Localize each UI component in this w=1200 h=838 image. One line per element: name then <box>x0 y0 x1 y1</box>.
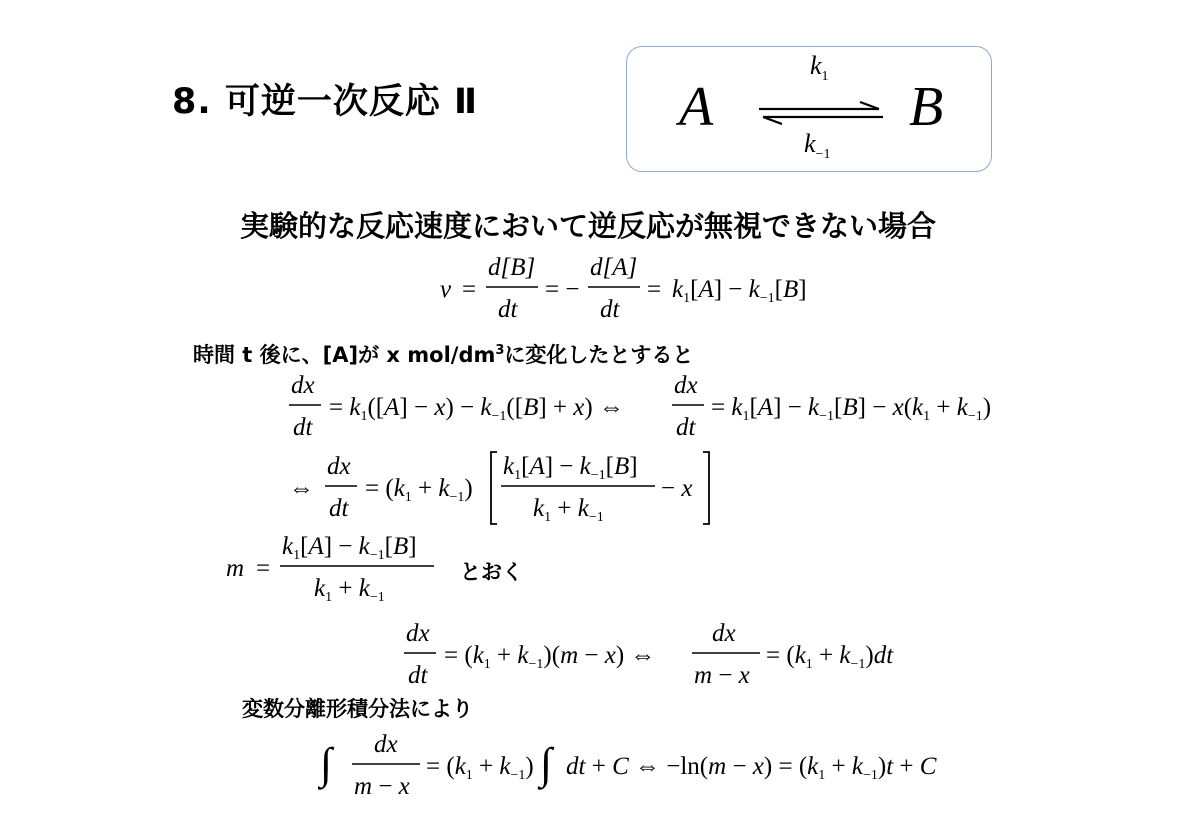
svg-text:m: m <box>226 555 245 582</box>
reactant-a: A <box>679 76 714 138</box>
svg-text:dx: dx <box>374 731 398 758</box>
svg-text:dt: dt <box>293 414 313 441</box>
svg-text:= k1([A] − x) − k−1([B] + x) ⇔: = $k_1([A] - x) - k_{-1}([B] + x)$ ⇔ <box>329 394 624 424</box>
svg-text:m − x: m − x <box>354 773 410 800</box>
svg-text:dt: dt <box>498 296 518 323</box>
svg-text:dt: dt <box>600 296 620 323</box>
svg-text:d[A]: d[A] <box>590 254 638 281</box>
svg-text:dx: dx <box>406 620 430 647</box>
svg-text:m − x: m − x <box>694 662 750 689</box>
svg-text:∫: ∫ <box>540 739 553 788</box>
k-forward-label: $k_1$ <box>810 51 829 85</box>
svg-text:= (k1 + k−1)dt: = $(k_1 + k_{-1})dt$ <box>766 642 894 672</box>
svg-text:= (k1 + k−1): = $(k_1 + k_{-1})$ <box>365 475 473 505</box>
svg-text:= −: = − <box>545 276 580 303</box>
svg-text:d[B]: d[B] <box>488 254 536 281</box>
svg-text:dx: dx <box>291 372 315 399</box>
equilibrium-arrows-icon <box>757 101 887 125</box>
svg-text:=: = <box>462 276 477 303</box>
svg-text:= (k1 + k−1)(m − x) ⇔: = $(k_1 + k_{-1})(m - x)$ ⇔ <box>444 642 656 672</box>
product-b: B <box>909 76 944 138</box>
svg-text:= k1[A] − k−1[B] − x(k1 + k−1): = $k_1[A] - k_{-1}[B] - x(k_1 + k_{-1})$ <box>711 394 992 424</box>
text-oku: とおく <box>460 560 523 584</box>
svg-text:v: v <box>440 276 452 303</box>
svg-text:k1 + k−1: $k_1 + k_{-1}$ <box>314 575 385 605</box>
svg-text:⇔: ⇔ <box>289 475 314 502</box>
svg-text:k1[A] − k−1[B]: $k_1[A] - k_{-1}[B]$ <box>282 533 417 563</box>
equation-dx-dt-expanded <box>285 370 1045 442</box>
svg-text:dt: dt <box>408 662 428 689</box>
section-heading: 実験的な反応速度において逆反応が無視できない場合 <box>240 209 937 243</box>
svg-text:k1[A] − k−1[B]: $k_1[A] - k_{-1}[B]$ <box>672 276 807 306</box>
text-separation-method: 変数分離形積分法により <box>242 697 473 721</box>
svg-text:− x: − x <box>661 475 693 502</box>
page-title: 8. 可逆一次反応 Ⅱ <box>172 82 479 122</box>
svg-text:k1 + k−1: $k_1 + k_{-1}$ <box>533 495 604 525</box>
svg-text:k1[A] − k−1[B]: $k_1[A] - k_{-1}[B]$ <box>503 453 638 483</box>
equation-integrated <box>318 726 1018 802</box>
svg-text:dt: dt <box>329 495 349 522</box>
equation-factored <box>285 448 725 532</box>
svg-text:∫: ∫ <box>320 739 333 788</box>
reaction-scheme-box <box>626 46 992 172</box>
svg-text:dt: dt <box>676 414 696 441</box>
svg-text:dx: dx <box>327 453 351 480</box>
svg-text:=: = <box>256 555 271 582</box>
svg-text:dx: dx <box>712 620 736 647</box>
svg-text:dx: dx <box>674 372 698 399</box>
equation-m-definition <box>222 530 442 606</box>
equation-separated <box>400 618 920 690</box>
svg-text:dt + C ⇔ −ln(m − x) = (k1 + k−: dt + C ⇔ $-\ln(m - x) = (k_1 + k_{-1})t + C$ <box>566 753 937 783</box>
text-time-statement: 時間 t 後に、[A]が x mol/$dm^3$に変化したとすると <box>193 343 694 367</box>
equation-rate-law <box>430 252 840 324</box>
svg-text:=: = <box>647 276 662 303</box>
svg-text:= (k1 + k−1): = $(k_1 + k_{-1})$ <box>426 753 534 783</box>
k-reverse-label: $k_{-1}$ <box>804 129 831 163</box>
